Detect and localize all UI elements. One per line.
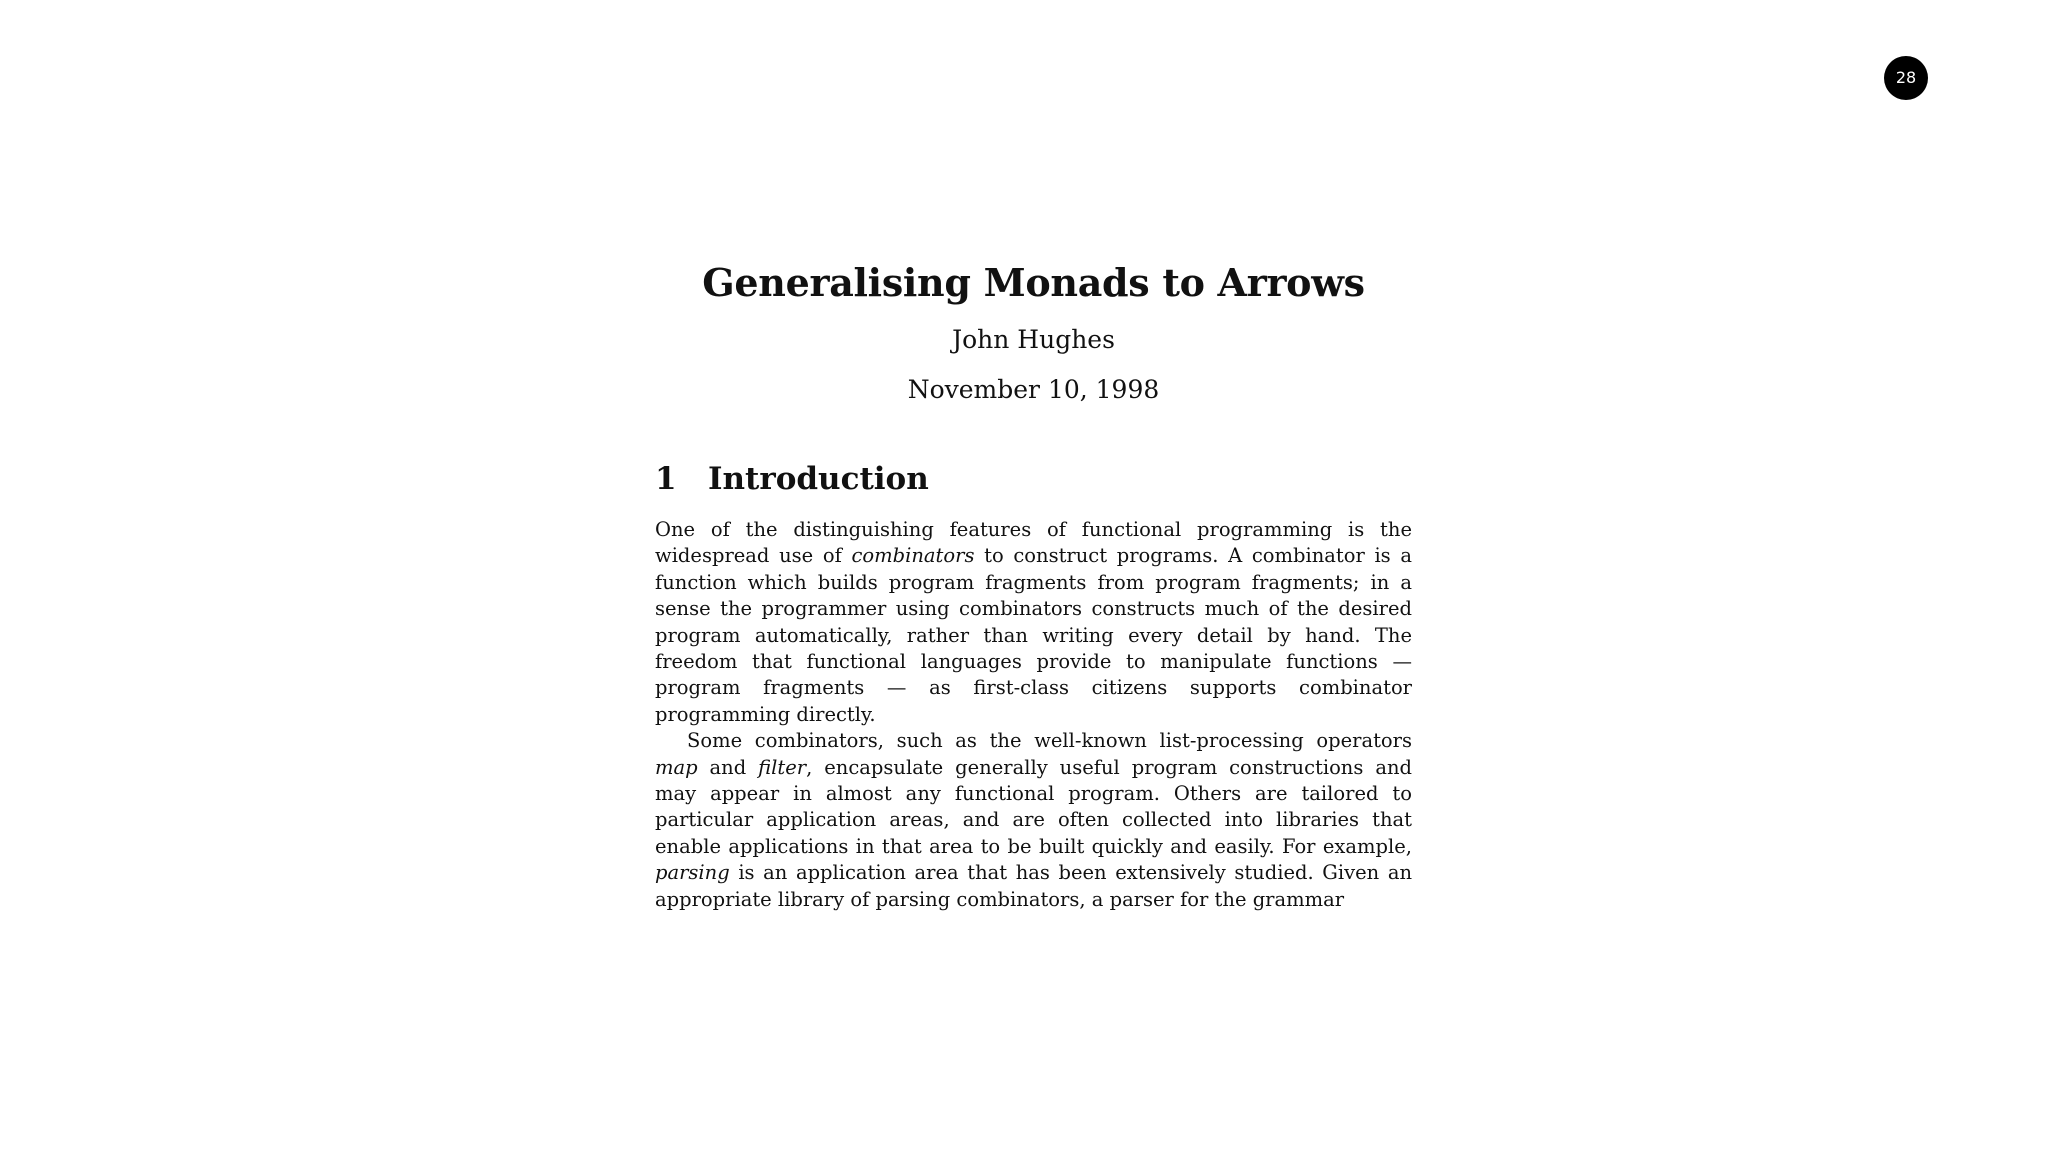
introduction-body — [655, 517, 1412, 913]
term-combinators: combinators — [851, 544, 975, 568]
paragraph-1 — [655, 517, 1412, 728]
paragraph-2-text-2: and — [697, 755, 759, 779]
term-parsing: parsing — [655, 861, 730, 885]
paragraph-1-text-2: to construct programs. A combinator is a function which builds program fragments from program fragments; in a sense the programmer using combinators constructs much of the desired program automatically, rather than writing every detail by hand. The freedom that functional languages provide to manipulate functions — program fragments — as first-class citizens supports combinator programming directly. — [655, 544, 1412, 726]
paragraph-2-text-4: is an application area that has been extensively studied. Given an appropriate library of parsing combinators, a parser for the grammar — [655, 861, 1412, 911]
section-number: 1 — [655, 460, 677, 497]
paper-date: November 10, 1998 — [907, 375, 1160, 405]
paragraph-2-text-1: Some combinators, such as the well-known list-processing operators — [687, 729, 1412, 753]
paper-title: Generalising Monads to Arrows — [702, 260, 1365, 305]
paragraph-2 — [655, 728, 1412, 913]
paper-excerpt — [655, 260, 1412, 913]
paragraph-1-text-1: One of the distinguishing features of functional programming is the widespread use of — [655, 517, 1412, 568]
section-heading — [655, 459, 1412, 499]
term-filter: filter — [758, 755, 807, 779]
section-title: Introduction — [708, 460, 929, 497]
paragraph-2-text-3: , encapsulate generally useful program constructions and may appear in almost any functional program. Others are tailored to particular application areas, and are often collected into libraries that enable applications in that area to be built quickly and easily. For example, — [655, 755, 1412, 858]
paper-author: John Hughes — [952, 324, 1115, 354]
term-map: map — [655, 755, 698, 779]
page-number-badge: 28 — [1884, 56, 1928, 100]
